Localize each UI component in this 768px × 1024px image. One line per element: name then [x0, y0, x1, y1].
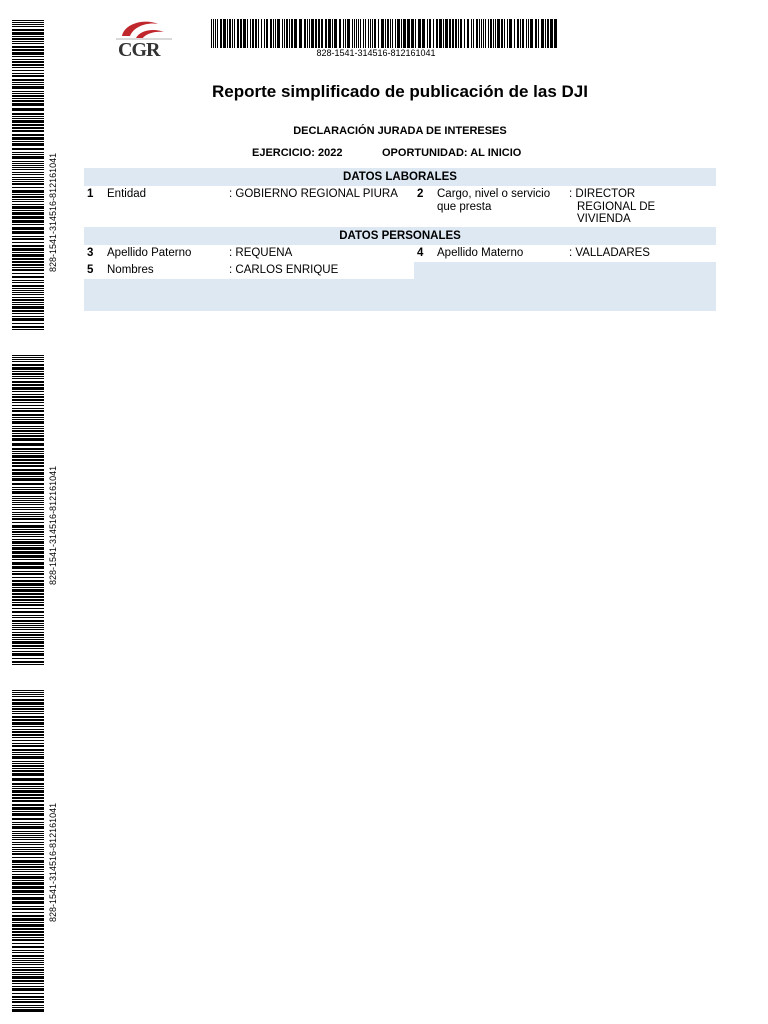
document-subtitle: DECLARACIÓN JURADA DE INTERESES: [293, 125, 507, 137]
barcode-bars: [211, 19, 557, 48]
oportunidad-label: OPORTUNIDAD: AL INICIO: [382, 147, 522, 159]
section-header-laborales: DATOS LABORALES: [84, 168, 716, 186]
field-label: Apellido Materno: [434, 245, 566, 262]
field-label: Apellido Paterno: [104, 245, 226, 262]
field-label: Entidad: [104, 186, 226, 227]
barcode-number: 828-1541-314516-812161041: [48, 802, 58, 922]
field-label: Cargo, nivel o servicio que presta: [434, 186, 566, 227]
ejercicio-label: EJERCICIO: 2022: [252, 147, 343, 159]
side-barcode-2: [12, 355, 58, 665]
declaration-table: [84, 168, 716, 311]
barcode-number: 828-1541-314516-812161041: [48, 465, 58, 585]
table-row: [84, 245, 716, 262]
field-label: [434, 262, 566, 279]
side-barcode-1: [12, 20, 58, 330]
page-title: Reporte simplificado de publicación de las DJI: [212, 82, 588, 101]
barcode-number: 828-1541-314516-812161041: [48, 152, 58, 272]
barcode-bars: [12, 690, 44, 1014]
field-number: [414, 262, 434, 279]
side-barcode-3: [12, 690, 58, 1014]
field-value: : CARLOS ENRIQUE: [226, 262, 414, 279]
field-value: [566, 262, 716, 279]
section-header-personales: DATOS PERSONALES: [84, 227, 716, 245]
table-footer-band: [84, 279, 716, 311]
barcode-number: 828-1541-314516-812161041: [316, 48, 436, 58]
field-number: 3: [84, 245, 104, 262]
table-row: [84, 262, 716, 279]
table-row: [84, 186, 716, 227]
top-barcode: [211, 19, 557, 61]
cgr-logo: [114, 18, 174, 62]
field-value: : DIRECTOR REGIONAL DE VIVIENDA: [566, 186, 716, 227]
field-number: 1: [84, 186, 104, 227]
field-number: 2: [414, 186, 434, 227]
barcode-bars: [12, 355, 44, 665]
field-value: : VALLADARES: [566, 245, 716, 262]
field-value: : GOBIERNO REGIONAL PIURA: [226, 186, 414, 227]
field-label: Nombres: [104, 262, 226, 279]
field-number: 5: [84, 262, 104, 279]
logo-text: CGR: [118, 39, 160, 61]
barcode-bars: [12, 20, 44, 330]
field-value: : REQUENA: [226, 245, 414, 262]
field-number: 4: [414, 245, 434, 262]
